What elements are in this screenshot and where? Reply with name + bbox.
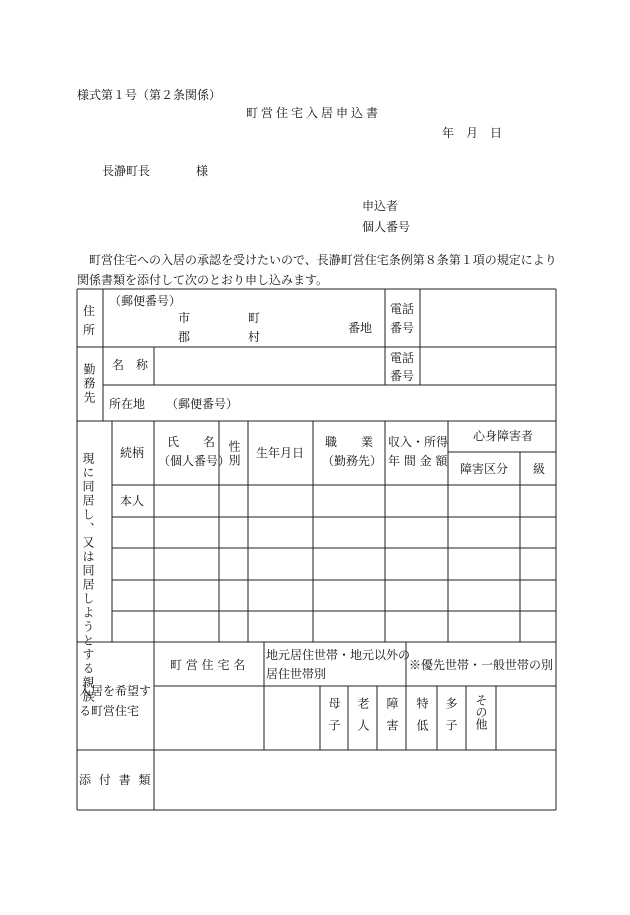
col-job-sub: （勤務先）	[322, 454, 383, 468]
housing-section-label: 入居を希望する町営住宅	[79, 684, 152, 718]
address-label-top: 住	[83, 304, 96, 318]
col-disability-grade: 級	[533, 462, 546, 476]
cat-boshi: 母子	[327, 697, 341, 741]
work-label: 勤務先	[82, 363, 96, 405]
address-banchi: 番地	[348, 321, 373, 335]
attachments-label: 添 付 書 類	[79, 773, 153, 787]
col-job: 職 業	[325, 435, 374, 449]
address-tel-label-top: 電話	[390, 302, 415, 316]
address-tel-label-bottom: 番号	[390, 321, 415, 335]
cat-other: その他	[474, 694, 488, 730]
form-reference: 様式第１号（第２条関係）	[77, 88, 222, 102]
housing-type-top: 地元居住世帯・地元以外の	[266, 648, 411, 662]
addressee-honorific: 様	[196, 164, 209, 178]
address-mura: 村	[248, 330, 261, 344]
col-income-bottom: 年 間 金 額	[388, 454, 448, 468]
work-postal-label: （郵便番号）	[166, 397, 239, 411]
col-sex: 性別	[227, 440, 241, 468]
applicant-label: 申込者	[362, 199, 399, 213]
col-name-sub: （個人番号）	[158, 454, 231, 468]
col-income-top: 収入・所得	[388, 435, 449, 449]
address-label-bottom: 所	[83, 323, 96, 337]
intro-text: 町営住宅への入居の承認を受けたいので、長瀞町営住宅条例第８条第１項の規定により関係書類を添付して次のとおり申し込みます。	[77, 253, 557, 287]
addressee-name: 長瀞町長	[102, 164, 151, 178]
address-postal-label: （郵便番号）	[109, 294, 182, 308]
cat-shogai: 障害	[385, 697, 399, 741]
cat-rojin: 老人	[356, 697, 370, 741]
cat-tashi: 多子	[444, 697, 458, 741]
address-gun: 郡	[178, 330, 191, 344]
housing-name-col: 町 営 住 宅 名	[170, 658, 246, 672]
work-name-label: 名 称	[112, 358, 149, 372]
housing-priority: ※優先世帯・一般世帯の別	[409, 658, 554, 672]
family-section-label: 現に同居し、又は同居しようとする親族	[81, 452, 95, 704]
col-disability-class: 障害区分	[460, 462, 509, 476]
work-tel-label-top: 電話	[390, 351, 415, 365]
addressee	[102, 162, 208, 179]
work-location-label: 所在地	[109, 397, 146, 411]
address-machi: 町	[248, 311, 261, 325]
form-title: 町営住宅入居申込書	[246, 106, 382, 120]
date-line: 年 月 日	[442, 126, 503, 140]
work-tel-label-bottom: 番号	[390, 369, 415, 383]
col-birth: 生年月日	[256, 446, 305, 460]
applicant-mynumber-label: 個人番号	[362, 220, 411, 234]
row-self-relation: 本人	[120, 494, 145, 508]
col-disability: 心身障害者	[473, 429, 534, 443]
cat-tokutei: 特低	[415, 697, 429, 741]
housing-type-bottom: 居住世帯別	[266, 667, 327, 681]
col-relation: 続柄	[120, 446, 145, 460]
col-name: 氏 名	[167, 435, 216, 449]
address-shi: 市	[178, 311, 191, 325]
